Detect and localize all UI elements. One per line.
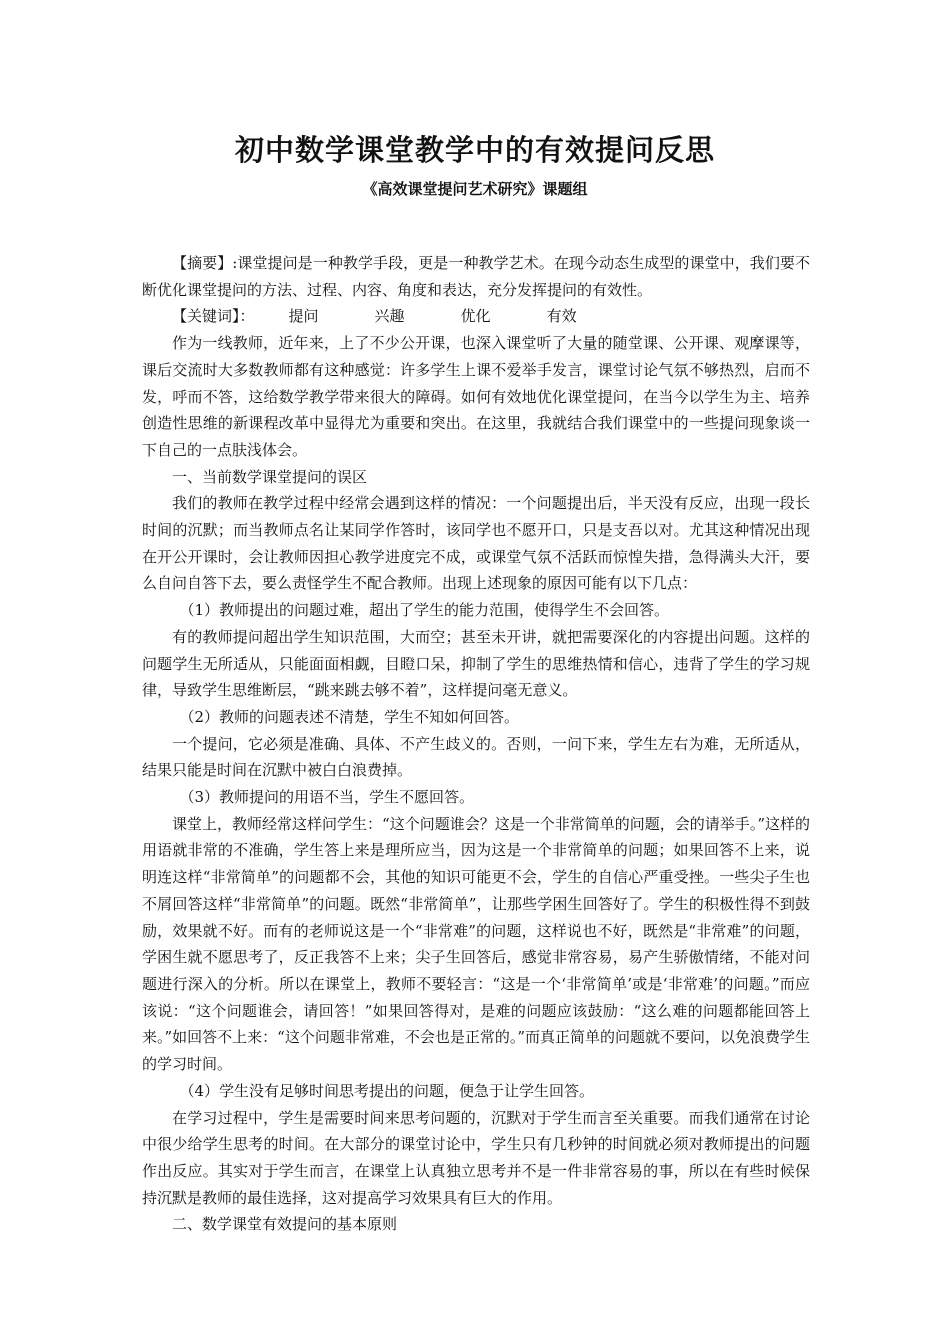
list-item-3: （3）教师提问的用语不当，学生不愿回答。 (179, 788, 475, 807)
body-paragraph: 一个提问，它必须是准确、具体、不产生歧义的。否则，一问下来，学生左右为难，无所适从，结果只能是时间在沉默中被白白浪费掉。 (142, 734, 810, 780)
page-title: 初中数学课堂教学中的有效提问反思 (234, 133, 715, 167)
list-item-1: （1）教师提出的问题过难，超出了学生的能力范围，使得学生不会回答。 (179, 601, 670, 620)
page-subtitle: 《高效课堂提问艺术研究》课题组 (362, 180, 588, 198)
intro-paragraph: 作为一线教师，近年来，上了不少公开课，也深入课堂听了大量的随堂课、公开课、观摩课等，课后交流时大多数教师都有这种感觉：许多学生上课不爱举手发言，课堂讨论气氛不够热烈，启而不发，呼而不答，这给数学教学带来很大的障碍。如何有效地优化课堂提问，在当今以学生为主、培养创造性思维的新课程改革中显得尤为重要和突出。在这里，我就结合我们课堂中的一些提问现象谈一下自己的一点肤浅体会。 (142, 334, 810, 459)
list-item-4: （4）学生没有足够时间思考提出的问题，便急于让学生回答。 (179, 1081, 595, 1100)
abstract-text: :课堂提问是一种教学手段，更是一种教学艺术。在现今动态生成型的课堂中，我们要不断优化课堂提问的方法、过程、内容、角度和表达，充分发挥提问的有效性。 (142, 254, 810, 299)
section-heading-1: 一、当前数学课堂提问的误区 (172, 467, 368, 486)
abstract-paragraph (142, 250, 810, 303)
keyword: 兴趣 (374, 307, 405, 326)
list-item-2: （2）教师的问题表述不清楚，学生不知如何回答。 (179, 707, 520, 726)
body-paragraph: 在学习过程中，学生是需要时间来思考问题的，沉默对于学生而言至关重要。而我们通常在讨论中很少给学生思考的时间。在大部分的课堂讨论中，学生只有几秒钟的时间就必须对教师提出的问题作出反应。其实对于学生而言，在课堂上认真独立思考并不是一件非常容易的事，所以在有些时候保持沉默是教师的最佳选择，这对提高学习效果具有巨大的作用。 (142, 1108, 810, 1207)
keywords-paragraph (142, 303, 810, 330)
body-paragraph: 课堂上，教师经常这样问学生：“这个问题谁会？这是一个非常简单的问题，会的请举手。”这样的用语就非常的不准确，学生答上来是理所应当，因为这是一个非常简单的问题；如果回答不上来，说明连这样“非常简单”的问题都不会，其他的知识可能更不会，学生的自信心严重受挫。一些尖子生也不屑回答这样“非常简单”的问题。既然“非常简单”，让那些学困生回答好了。学生的积极性得不到鼓励，效果就不好。而有的老师说这是一个“非常难”的问题，这样说也不好，既然是“非常难”的问题，学困生就不愿思考了，反正我答不上来；尖子生回答后，感觉非常容易，易产生骄傲情绪，不能对问题进行深入的分析。所以在课堂上，教师不要轻言：“这是一个‘非常简单’或是‘非常难’的问题。”而应该说：“这个问题谁会，请回答！”如果回答得对，是难的问题应该鼓励：“这么难的问题都能回答上来。”如回答不上来：“这个问题非常难，不会也是正常的。”而真正简单的问题就不要问，以免浪费学生的学习时间。 (142, 814, 811, 1074)
body-paragraph: 有的教师提问超出学生知识范围，大而空；甚至未开讲，就把需要深化的内容提出问题。这样的问题学生无所适从，只能面面相觑，目瞪口呆，抑制了学生的思维热情和信心，违背了学生的学习规律，导致学生思维断层，“跳来跳去够不着”，这样提问毫无意义。 (142, 627, 810, 700)
body-paragraph: 我们的教师在教学过程中经常会遇到这样的情况：一个问题提出后，半天没有反应，出现一段长时间的沉默；而当教师点名让某同学作答时，该同学也不愿开口，只是支吾以对。尤其这种情况出现在开公开课时，会让教师因担心教学进度完不成，或课堂气氛不活跃而惊惶失措，急得满头大汗，要么自问自答下去，要么责怪学生不配合教师。出现上述现象的原因可能有以下几点： (142, 494, 810, 593)
abstract-label: 【摘要】 (172, 254, 233, 272)
keyword: 优化 (460, 307, 491, 326)
document-body (142, 250, 810, 1238)
keywords-label: 【关键词】： (172, 307, 255, 326)
section-heading-2: 二、数学课堂有效提问的基本原则 (172, 1215, 398, 1234)
keyword: 有效 (546, 307, 577, 326)
keyword: 提问 (288, 307, 319, 326)
